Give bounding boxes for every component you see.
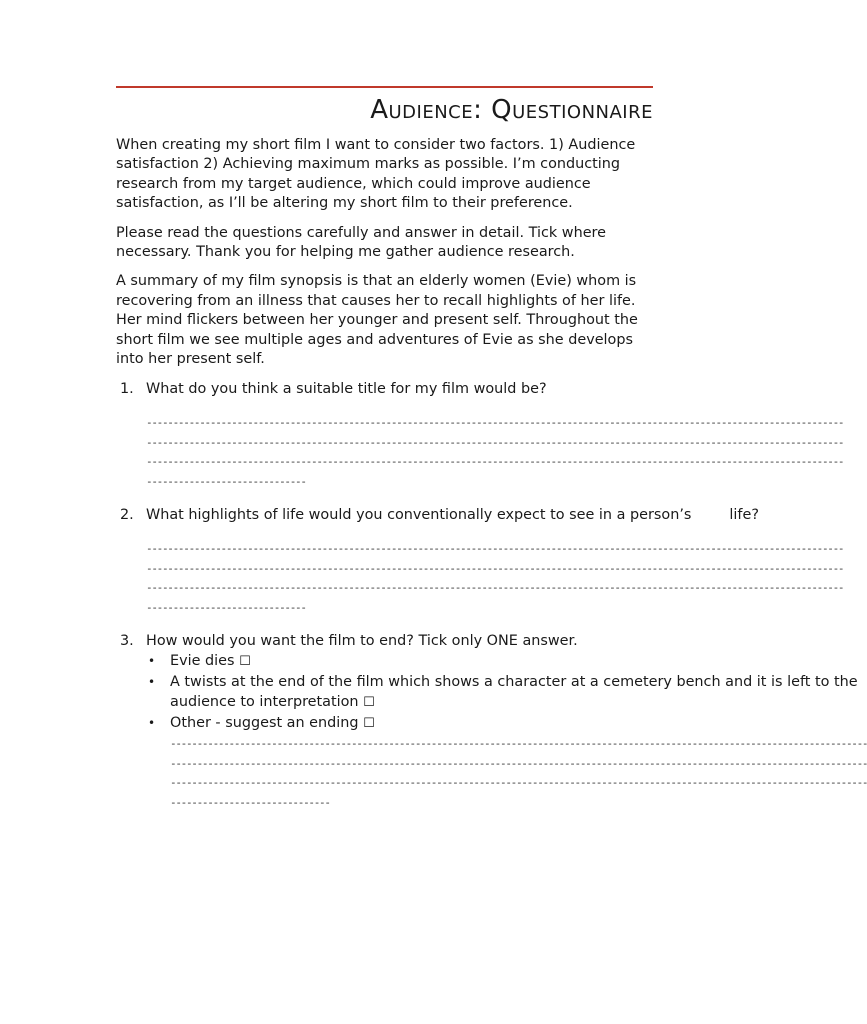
option-list	[146, 651, 867, 734]
answer-line: -----------------------------------------------------------------------------------------------------------------------------------	[146, 561, 844, 575]
question-2	[116, 505, 844, 617]
question-1	[116, 379, 844, 491]
option-other	[146, 713, 867, 734]
question-number: 1.	[120, 381, 134, 398]
answer-line: -----------------------------------------------------------------------------------------------------------------------------------	[170, 737, 867, 751]
answer-line: ------------------------------	[170, 795, 330, 809]
answer-line: -----------------------------------------------------------------------------------------------------------------------------------	[146, 455, 844, 469]
option-twist-ending	[146, 672, 867, 713]
option-label: Evie dies	[170, 653, 235, 670]
synopsis-paragraph: A summary of my film synopsis is that an elderly women (Evie) whom is recovering from an illness that causes her to recall highlights of her life. Her mind flickers between her younger and present self. Throughout the short film we see multiple ages and adventures of Evie as she develops into her present self.	[116, 273, 638, 368]
question-number: 3.	[120, 633, 134, 650]
answer-line: -----------------------------------------------------------------------------------------------------------------------------------	[146, 581, 844, 595]
question-number: 2.	[120, 507, 134, 524]
checkbox-icon[interactable]: ☐	[363, 716, 375, 732]
bullet-icon: •	[148, 654, 156, 669]
option-label: A twists at the end of the film which shows a character at a cemetery bench and it is left to the audience to interpretation	[170, 674, 858, 711]
question-text: How would you want the film to end? Tick only ONE answer.	[146, 633, 578, 650]
answer-line: -----------------------------------------------------------------------------------------------------------------------------------	[170, 756, 867, 770]
checkbox-icon[interactable]: ☐	[363, 695, 375, 711]
answer-lines[interactable]	[170, 734, 867, 812]
question-text-part: What highlights of life would you conventionally expect to see in a person’s	[146, 507, 692, 524]
intro-paragraph: When creating my short film I want to consider two factors. 1) Audience satisfaction 2) Achieving maximum marks as possible. I’m conducting research from my target audience, which could improve audience satisfaction, as I’ll be altering my short film to their preference.	[116, 137, 636, 212]
answer-lines[interactable]	[146, 413, 843, 491]
instructions-paragraph: Please read the questions carefully and answer in detail. Tick where necessary. Thank you for helping me gather audience research.	[116, 224, 606, 261]
bullet-icon: •	[148, 716, 156, 731]
question-text-part: life?	[729, 507, 759, 524]
question-text: What do you think a suitable title for my film would be?	[146, 381, 547, 398]
title-rule	[116, 86, 653, 88]
page-title: Audience: Questionnaire	[370, 95, 653, 125]
answer-line: -----------------------------------------------------------------------------------------------------------------------------------	[146, 416, 844, 430]
document-page	[116, 86, 867, 826]
answer-line: ------------------------------	[146, 600, 306, 614]
answer-line: -----------------------------------------------------------------------------------------------------------------------------------	[146, 542, 844, 556]
answer-line: -----------------------------------------------------------------------------------------------------------------------------------	[170, 776, 867, 790]
bullet-icon: •	[148, 675, 156, 690]
answer-lines[interactable]	[146, 539, 843, 617]
checkbox-icon[interactable]: ☐	[239, 654, 251, 670]
answer-line: ------------------------------	[146, 474, 306, 488]
option-label: Other - suggest an ending	[170, 715, 359, 732]
answer-line: -----------------------------------------------------------------------------------------------------------------------------------	[146, 435, 844, 449]
question-list	[116, 379, 867, 812]
question-3	[116, 631, 867, 812]
question-text	[146, 505, 843, 525]
option-evie-dies	[146, 651, 867, 672]
